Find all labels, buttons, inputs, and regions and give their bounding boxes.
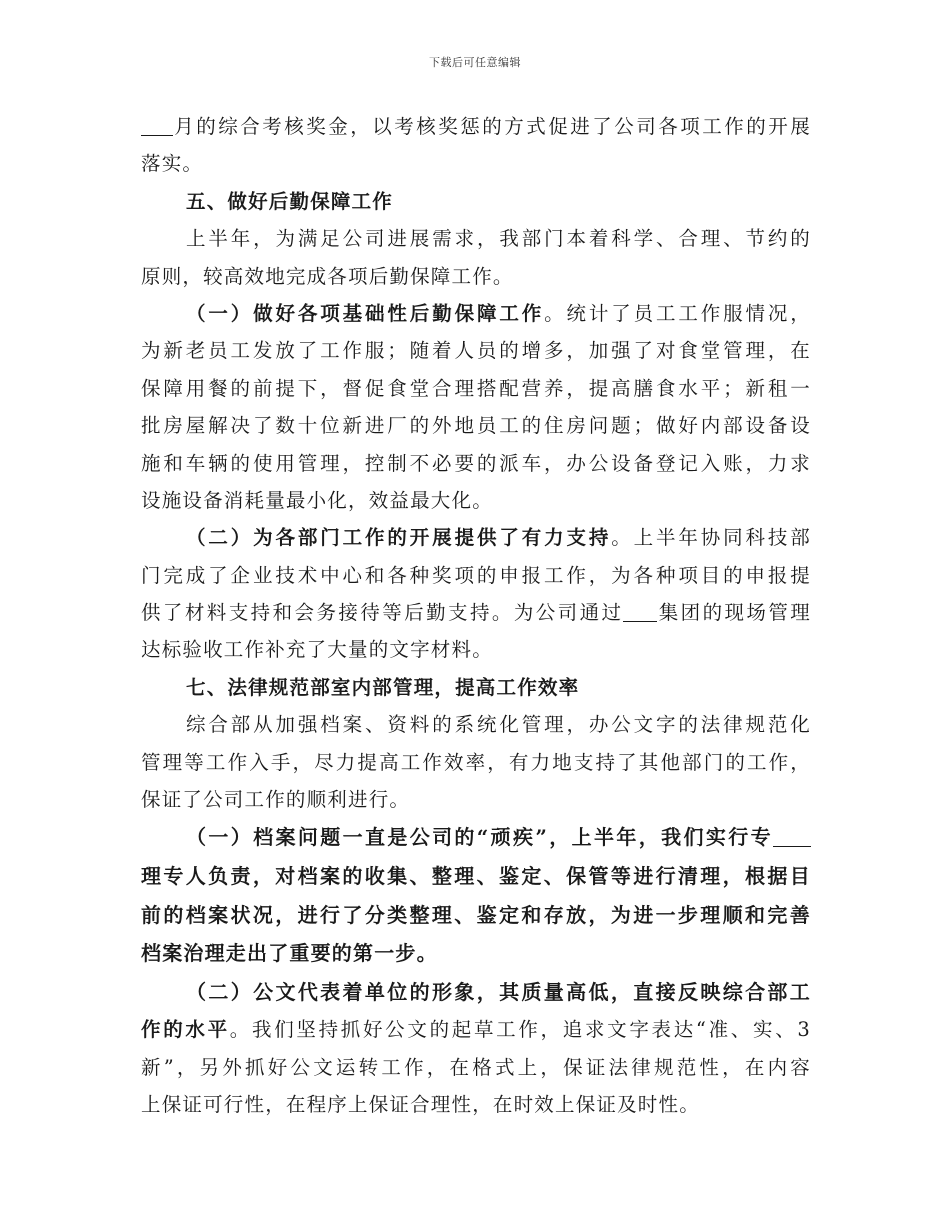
paragraph-6-line-1: （一）档案问题一直是公司的“顽疾”，上半年，我们实行专: [141, 818, 811, 857]
paragraph-4-line-1: （二）为各部门工作的开展提供了有力支持。上半年协同科技部: [186, 526, 811, 550]
paragraph-3-line-3: 保障用餐的前提下，督促食堂合理搭配营养，提高膳食水平；新租一: [141, 376, 811, 400]
section-heading-7: 七、法律规范部室内部管理，提高工作效率: [186, 675, 580, 699]
paragraph-2-line-2: 原则，较高效地完成各项后勤保障工作。: [141, 264, 514, 288]
paragraph-1-line-2: 落实。: [141, 152, 204, 176]
fill-in-blank: [773, 826, 811, 847]
page-header: 下载后可任意编辑: [429, 56, 521, 69]
fill-in-blank: [623, 602, 657, 623]
section-heading-5: 五、做好后勤保障工作: [186, 189, 394, 213]
paragraph-6-line-3: 前的档案状况，进行了分类整理、鉴定和存放，为进一步理顺和完善: [141, 902, 811, 927]
paragraph-4-line-4: 达标验收工作补充了大量的文字材料。: [141, 638, 493, 662]
paragraph-4-line-2: 门完成了企业技术中心和各种奖项的申报工作，为各种项目的申报提: [141, 563, 811, 587]
fill-in-blank: [141, 115, 173, 136]
paragraph-7-line-4: 上保证可行性，在程序上保证合理性，在时效上保证及时性。: [141, 1093, 700, 1117]
paragraph-5-line-2: 管理等工作入手，尽力提高工作效率，有力地支持了其他部门的工作，: [141, 750, 811, 774]
paragraph-7-line-1: （二）公文代表着单位的形象，其质量高低，直接反映综合部工: [186, 979, 811, 1004]
document-body: [141, 108, 811, 1124]
paragraph-3-line-2: 为新老员工发放了工作服；随着人员的增多，加强了对食堂管理，在: [141, 339, 811, 363]
paragraph-3-line-5: 施和车辆的使用管理，控制不必要的派车，办公设备登记入账，力求: [141, 451, 811, 475]
paragraph-7-line-2: 作的水平。我们坚持抓好公文的起草工作，追求文字表达“准、实、3: [141, 1018, 811, 1042]
paragraph-5-line-1: 综合部从加强档案、资料的系统化管理，办公文字的法律规范化: [186, 713, 811, 737]
paragraph-3-line-1: （一）做好各项基础性后勤保障工作。统计了员工工作服情况，: [186, 301, 812, 325]
subheading-bold: （二）为各部门工作的开展提供了有力支持: [186, 526, 612, 550]
paragraph-6-line-4: 档案治理走出了重要的第一步。: [141, 941, 438, 966]
paragraph-5-line-3: 保证了公司工作的顺利进行。: [141, 788, 411, 812]
paragraph-3-line-6: 设施设备消耗量最小化，效益最大化。: [141, 488, 493, 512]
paragraph-1-line-1: 月的综合考核奖金，以考核奖惩的方式促进了公司各项工作的开展: [141, 108, 811, 145]
subheading-bold: 作的水平: [141, 1018, 230, 1042]
paragraph-7-line-3: 新”，另外抓好公文运转工作，在格式上，保证法律规范性，在内容: [141, 1055, 811, 1079]
paragraph-2-line-1: 上半年，为满足公司进展需求，我部门本着科学、合理、节约的: [186, 227, 811, 251]
paragraph-6-line-2: 理专人负责，对档案的收集、整理、鉴定、保管等进行清理，根据目: [141, 864, 811, 889]
subheading-bold: （一）做好各项基础性后勤保障工作: [186, 301, 545, 325]
paragraph-4-line-3: 供了材料支持和会务接待等后勤支持。为公司通过 集团的现场管理: [141, 601, 811, 625]
paragraph-3-line-4: 批房屋解决了数十位新进厂的外地员工的住房问题；做好内部设备设: [141, 414, 811, 438]
